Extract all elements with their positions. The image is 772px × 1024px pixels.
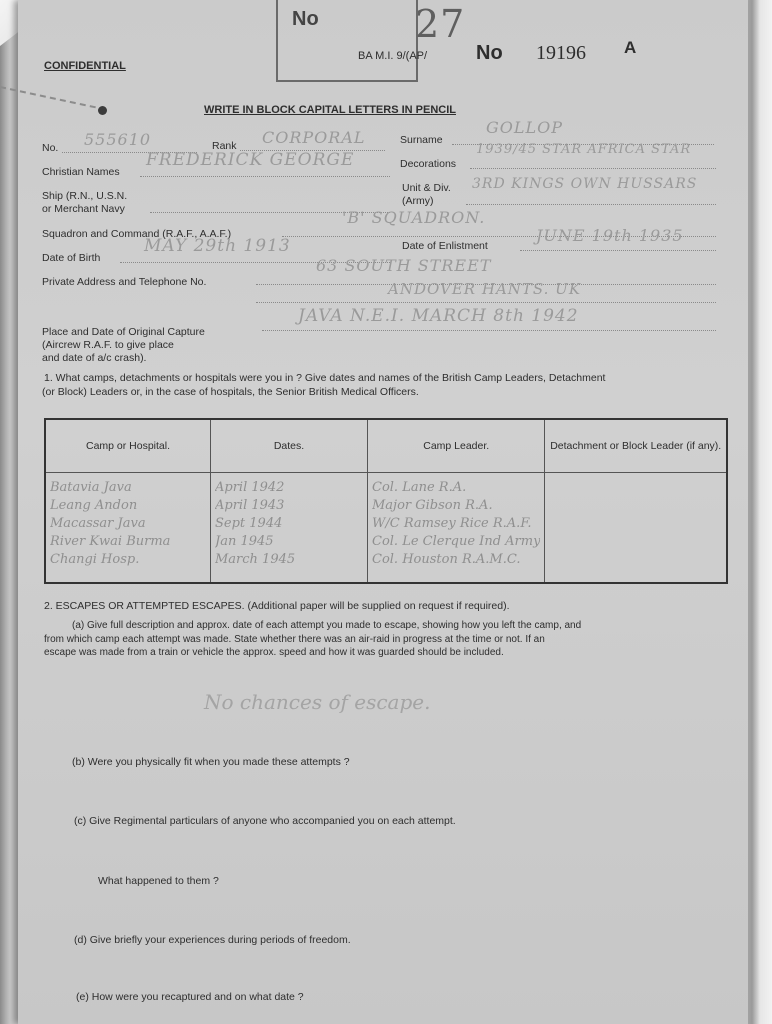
unit-value: 3RD KINGS OWN HUSSARS <box>472 176 698 192</box>
form-number-label: No <box>476 42 503 64</box>
dates-cell: April 1942 <box>215 480 285 495</box>
christian-names-value: FREDERICK GEORGE <box>146 150 355 170</box>
form-number: 19196 <box>536 42 586 64</box>
surname-value: GOLLOP <box>486 118 564 137</box>
squadron-label: Squadron and Command (R.A.F., A.A.F.) <box>42 228 232 240</box>
decorations-value: 1939/45 STAR AFRICA STAR <box>476 142 692 157</box>
capture-value: JAVA N.E.I. MARCH 8th 1942 <box>298 306 579 326</box>
leader-cell: Col. Houston R.A.M.C. <box>372 552 521 567</box>
dates-cell: Jan 1945 <box>215 534 274 549</box>
camp-cell: River Kwai Burma <box>50 534 171 549</box>
camps-table-header <box>45 419 727 473</box>
squadron-value: 'B' SQUADRON. <box>342 208 486 227</box>
leader-cell: Major Gibson R.A. <box>372 498 493 513</box>
enlistment-value: JUNE 19th 1935 <box>536 226 684 245</box>
leader-cell: W/C Ramsey Rice R.A.F. <box>372 516 532 531</box>
stamp-reference: BA M.I. 9/(AP/ <box>358 50 428 62</box>
capture-label-2: (Aircrew R.A.F. to give place <box>42 339 174 351</box>
leader-cell: Col. Lane R.A. <box>372 480 467 495</box>
question-2d: (d) Give briefly your experiences during periods of freedom. <box>74 934 351 946</box>
surname-label: Surname <box>400 134 443 146</box>
unit-label: Unit & Div. <box>402 182 451 194</box>
dob-value: MAY 29th 1913 <box>144 236 291 256</box>
confidential-label: CONFIDENTIAL <box>44 60 126 72</box>
col-camp-or-hospital: Camp or Hospital. <box>45 419 211 473</box>
question-2c-followup: What happened to them ? <box>98 875 219 887</box>
address-label: Private Address and Telephone No. <box>42 276 207 288</box>
ship-label-cont: or Merchant Navy <box>42 203 125 215</box>
question-2a-text: (a) Give full description and approx. date of each attempt you made to escape, showing how you left the camp, and <box>72 620 582 631</box>
christian-names-label: Christian Names <box>42 166 120 178</box>
question-2a-text-cont2: escape was made from a train or vehicle the approx. speed and how it was guarded should be included. <box>44 647 504 658</box>
camp-cell: Macassar Java <box>50 516 146 531</box>
question-2b: (b) Were you physically fit when you made these attempts ? <box>72 756 350 768</box>
col-camp-leader: Camp Leader. <box>368 419 545 473</box>
ship-label: Ship (R.N., U.S.N. <box>42 190 128 202</box>
question-2c: (c) Give Regimental particulars of anyone who accompanied you on each attempt. <box>74 815 456 827</box>
table-row <box>45 473 727 584</box>
dob-label: Date of Birth <box>42 252 101 264</box>
camps-table <box>44 418 728 584</box>
dates-cell: Sept 1944 <box>215 516 283 531</box>
unit-label-cont: (Army) <box>402 195 434 207</box>
form-suffix: A <box>624 38 637 57</box>
no-label: No. <box>42 142 59 154</box>
col-detachment-leader: Detachment or Block Leader (if any). <box>545 419 727 473</box>
service-number: 555610 <box>84 130 152 149</box>
camp-cell: Bataviа Java <box>50 480 132 495</box>
enlistment-label: Date of Enlistment <box>402 240 488 252</box>
stamp-handwritten-number: 27 <box>415 2 466 46</box>
capture-label: Place and Date of Original Capture <box>42 326 205 338</box>
capture-label-3: and date of a/c crash). <box>42 352 147 364</box>
question-1-text: 1. What camps, detachments or hospitals were you in ? Give dates and names of the British Camp Leaders, Detachment <box>44 372 606 384</box>
address-line-1: 63 SOUTH STREET <box>316 256 492 275</box>
question-2e: (e) How were you recaptured and on what date ? <box>76 991 304 1003</box>
dates-cell: March 1945 <box>215 552 296 567</box>
rank-value: CORPORAL <box>262 128 366 147</box>
question-2-heading: 2. ESCAPES OR ATTEMPTED ESCAPES. (Additional paper will be supplied on request if required). <box>44 600 510 612</box>
question-2a-text-cont: from which camp each attempt was made. State whether there was an air-raid in progress at the time or not. If an <box>44 634 545 645</box>
question-1-text-cont: (or Block) Leaders or, in the case of hospitals, the Senior British Medical Officers. <box>42 386 419 398</box>
col-dates: Dates. <box>211 419 368 473</box>
stamp-no-label: No <box>292 8 319 30</box>
dates-cell: April 1943 <box>215 498 285 513</box>
camp-cell: Changi Hosp. <box>50 552 140 567</box>
camp-cell: Leang Andon <box>50 498 138 513</box>
punch-hole <box>98 106 107 115</box>
leader-cell: Col. Le Clerque Ind Army <box>372 534 541 549</box>
question-2a-answer: No chances of escape. <box>204 690 431 714</box>
pencil-instruction: WRITE IN BLOCK CAPITAL LETTERS IN PENCIL <box>204 104 456 116</box>
decorations-label: Decorations <box>400 158 457 170</box>
rank-label: Rank <box>212 140 237 152</box>
address-line-2: ANDOVER HANTS. UK <box>388 280 582 298</box>
